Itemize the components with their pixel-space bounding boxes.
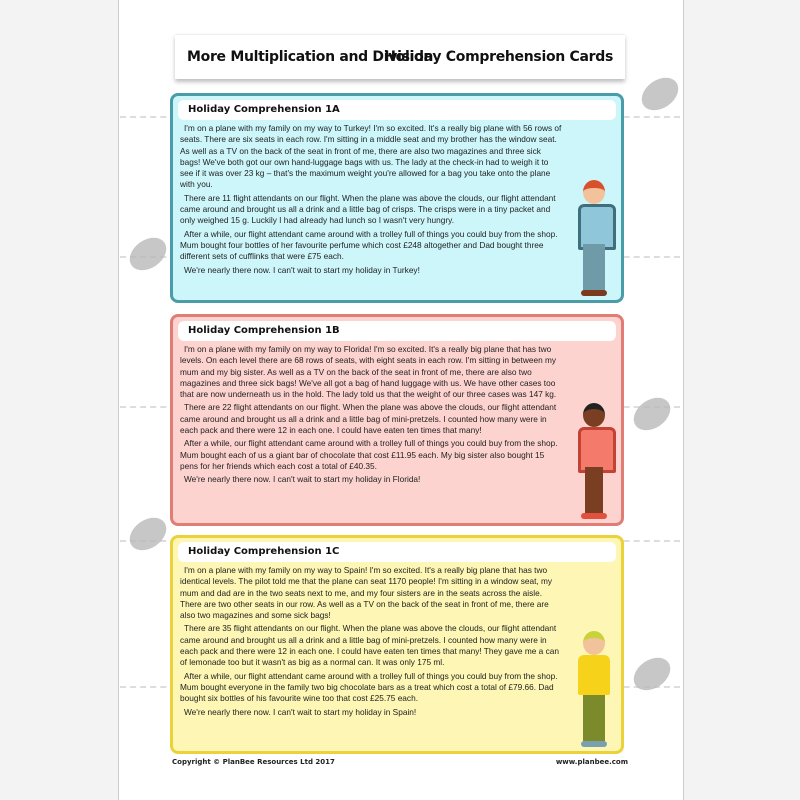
website-link[interactable]: www.planbee.com [555, 758, 628, 766]
paragraph: I'm on a plane with my family on my way to Florida! I'm so excited. It's a really big plane that has two levels. On each level there are 68 rows of seats, with eight seats in each row. I'm sitting in between my mum and my big sister. As well as a TV on the back of the seat in front of me, there are also two magazines and three sick bags! We've all got a bag of hand luggage with us. We have other cases too that are now underneath us in the hold. The lady told us that the weight of our three cases was 147 kg. [180, 344, 557, 400]
comprehension-card-1a [170, 93, 624, 303]
copyright-notice: Copyright © PlanBee Resources Ltd 2017 [172, 758, 335, 766]
card-text [173, 344, 621, 486]
paragraph: There are 35 flight attendants on our flight. When the plane was above the clouds, our flight attendant came around and brought us all a drink and a little bag of mini-pretzels. I counted how many were in each pack and there were 12 in each one. I could have eaten ten times that many! They gave me a can of lemonade too but it wasn't as big as a normal can. It was only 175 ml. [180, 623, 559, 668]
paragraph: There are 11 flight attendants on our flight. When the plane was above the clouds, our flight attendant came around and brought us all a drink and a little bag of crisps. The crisps were in a tiny packet and only weighed 15 g. Luckily I had already had lunch so I wasn't very hungry. [180, 192, 556, 226]
paragraph: There are 22 flight attendants on our flight. When the plane was above the clouds, our flight attendant came around and brought us all a drink and a little bag of mini-pretzels. I counted how many were in each pack and there were 12 in each one. I could have eaten ten times that many! [180, 402, 557, 436]
card-title: Holiday Comprehension 1C [178, 542, 616, 562]
card-text [173, 123, 621, 276]
topic-title: More Multiplication and Division [187, 49, 434, 65]
paragraph: I'm on a plane with my family on my way to Spain! I'm so excited. It's a really big plane that has two identical levels. The pilot told me that the plane can seat 1170 people! I'm sitting in a window seat, my mum and dad are in the two seats next to me, and my four sisters are in the seats across the aisle. There are two other seats in our row. As well as a TV on the back of the seat in front of me, there are also two magazines and some sick bags! [180, 565, 553, 621]
paragraph: We're nearly there now. I can't wait to start my holiday in Florida! [184, 474, 421, 485]
paragraph: We're nearly there now. I can't wait to start my holiday in Spain! [184, 706, 417, 717]
paragraph: After a while, our flight attendant came around with a trolley full of things you could buy from the shop. Mum bought four bottles of her favourite perfume which cost £248 altogether and Dad bought three different sets of cufflinks that were £75 each. [180, 228, 558, 262]
page-header [175, 34, 625, 79]
sheet-title: Holiday Comprehension Cards [384, 49, 613, 65]
comprehension-card-1c [170, 535, 624, 754]
paragraph: I'm on a plane with my family on my way to Turkey! I'm so excited. It's a really big plane with 56 rows of seats. There are six seats in each row. I'm sitting in a middle seat and my brother has the window seat. As well as a TV on the back of the seat in front of me, there are also two magazines and three sick bags! We've both got our own hand-luggage bags with us. The lady at the check-in had to weigh it to see if it was over 23 kg – that's the maximum weight you're allowed for a bag you take onto the plane with you. [180, 123, 562, 190]
card-title: Holiday Comprehension 1A [178, 100, 616, 120]
comprehension-card-1b [170, 314, 624, 526]
paragraph: We're nearly there now. I can't wait to start my holiday in Turkey! [184, 264, 420, 275]
paragraph: After a while, our flight attendant came around with a trolley full of things you could buy from the shop. Mum bought each of us a giant bar of chocolate that cost £11.95 each. My big sister also bought 15 pens for her friends which each cost a total of £40.35. [180, 438, 558, 471]
card-text [173, 565, 621, 718]
card-title: Holiday Comprehension 1B [178, 321, 616, 341]
paragraph: After a while, our flight attendant came around with a trolley full of things you could buy from the shop. Mum bought everyone in the family two big chocolate bars as a treat which cost a total of £79.66. Dad bought six bottles of his favourite wine too that cost £25.75 each. [180, 670, 558, 704]
